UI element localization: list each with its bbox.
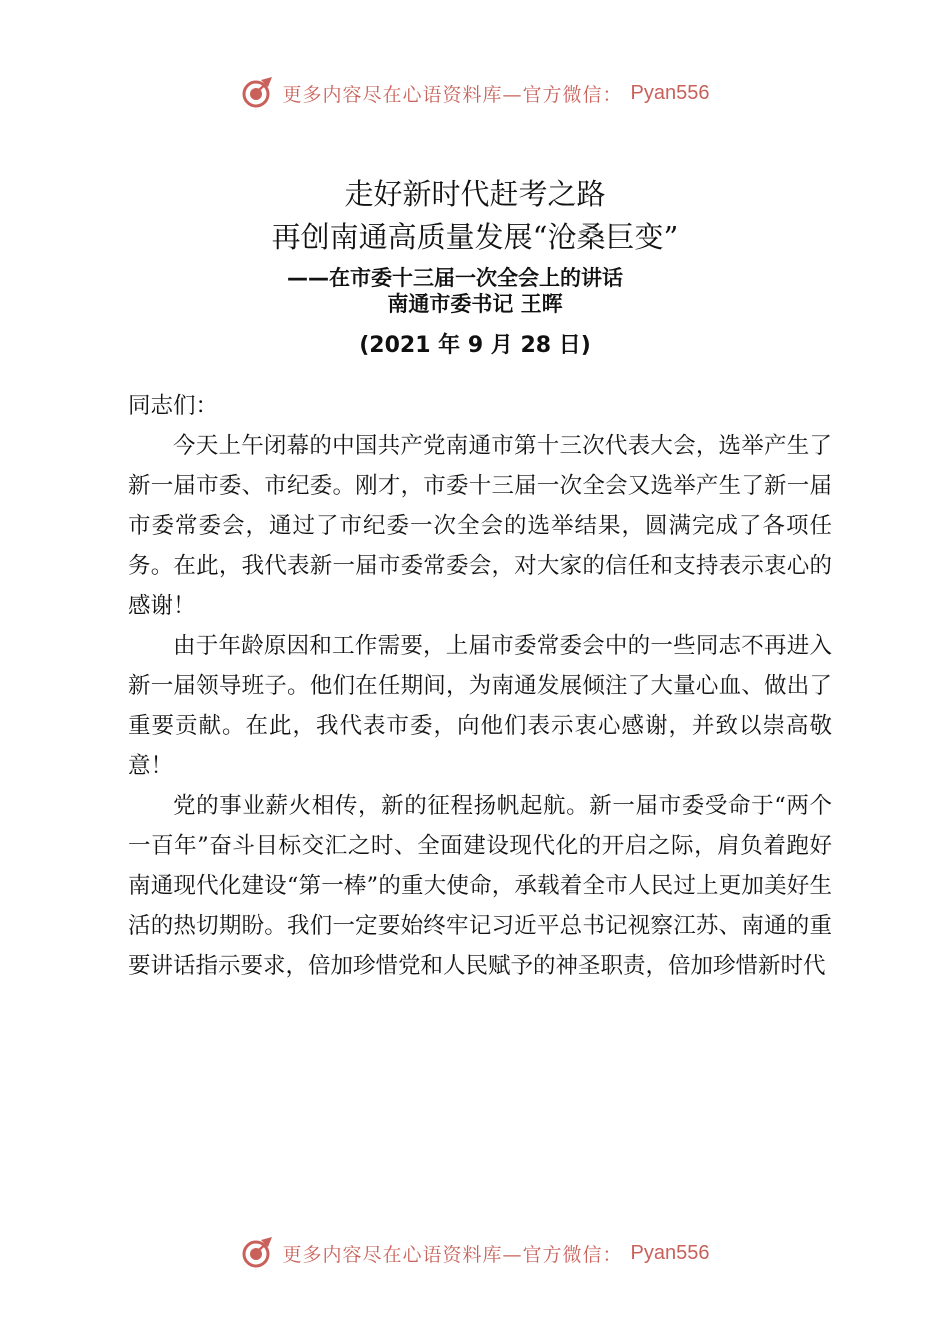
watermark-wechat-id: Pyan556 (630, 81, 710, 104)
salutation: 同志们： (128, 393, 219, 419)
document-subtitle-occasion: ——在市委十三届一次全会上的讲话 (287, 266, 623, 290)
document-title-line1: 走好新时代赶考之路 (344, 177, 606, 211)
watermark-wechat-id: Pyan556 (630, 1241, 710, 1264)
document-subtitle-speaker: 南通市委书记 王晖 (387, 292, 563, 316)
watermark-text: 更多内容尽在心语资料库—官方微信： (282, 83, 623, 106)
seal-logo-icon (241, 1236, 275, 1270)
paragraph: 由于年龄原因和工作需要，上届市委常委会中的一些同志不再进入新一届领导班子。他们在任期间，为南通发展倾注了大量心血、做出了重要贡献。在此，我代表市委，向他们表示衷心感谢，并致以崇高敬意！ (128, 633, 832, 779)
document-date: (2021 年 9 月 28 日) (359, 333, 591, 358)
seal-logo-icon (241, 76, 275, 110)
document-title-line2: 再创南通高质量发展“沧桑巨变” (271, 220, 679, 254)
footer-watermark (0, 1236, 950, 1270)
watermark-text: 更多内容尽在心语资料库—官方微信： (282, 1243, 623, 1266)
header-watermark (0, 76, 950, 110)
document-body (128, 386, 832, 986)
paragraph: 今天上午闭幕的中国共产党南通市第十三次代表大会，选举产生了新一届市委、市纪委。刚才，市委十三届一次全会又选举产生了新一届市委常委会，通过了市纪委一次全会的选举结果，圆满完成了各项任务。在此，我代表新一届市委常委会，对大家的信任和支持表示衷心的感谢！ (128, 433, 832, 619)
paragraph: 党的事业薪火相传，新的征程扬帆起航。新一届市委受命于“两个一百年”奋斗目标交汇之时、全面建设现代化的开启之际，肩负着跑好南通现代化建设“第一棒”的重大使命，承载着全市人民过上更加美好生活的热切期盼。我们一定要始终牢记习近平总书记视察江苏、南通的重要讲话指示要求，倍加珍惜党和人民赋予的神圣职责，倍加珍惜新时代 (128, 793, 832, 979)
